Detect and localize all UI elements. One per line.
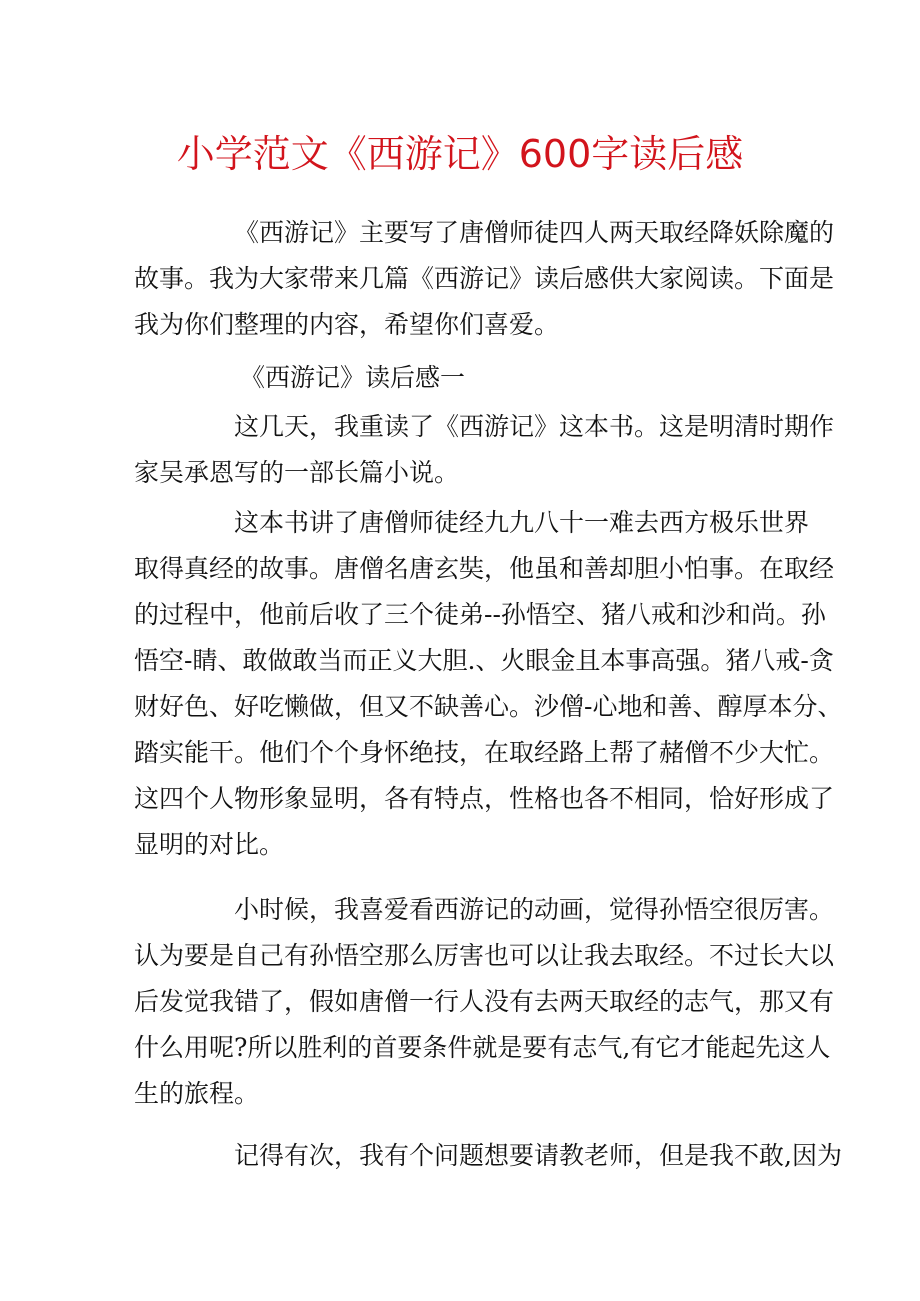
text-line: 这本书讲了唐僧师徒经九九八十一难去西方极乐世界 xyxy=(234,508,810,537)
text-line: 我为你们整理的内容，希望你们喜爱。 xyxy=(134,310,560,339)
text-line: 显明的对比。 xyxy=(134,830,285,859)
text-line: 取得真经的故事。唐僧名唐玄奘，他虽和善却胆小怕事。在取经 xyxy=(134,554,835,583)
paragraph-1 xyxy=(134,404,835,496)
text-line: 这几天，我重读了《西游记》这本书。这是明清时期作 xyxy=(234,412,835,441)
text-line: 《西游记》主要写了唐僧师徒四人两天取经降妖除魔的 xyxy=(234,218,835,247)
text-line: 小时候，我喜爱看西游记的动画，觉得孙悟空很厉害。 xyxy=(234,895,835,924)
text-line: 的过程中，他前后收了三个徒弟--孙悟空、猪八戒和沙和尚。孙 xyxy=(134,600,826,629)
paragraph-2 xyxy=(134,500,843,868)
text-line: 记得有次，我有个问题想要请教老师，但是我不敢,因为 xyxy=(234,1141,842,1170)
document-title: 小学范文《西游记》600字读后感 xyxy=(176,132,744,176)
text-line: 财好色、好吃懒做，但又不缺善心。沙僧-心地和善、醇厚本分、 xyxy=(134,692,843,721)
paragraph-3 xyxy=(134,887,835,1117)
text-line: 踏实能干。他们个个身怀绝技，在取经路上帮了赭僧不少大忙。 xyxy=(134,738,835,767)
text-line: 《西游记》读后感一 xyxy=(240,363,466,392)
text-line: 故事。我为大家带来几篇《西游记》读后感供大家阅读。下面是 xyxy=(134,264,835,293)
text-line: 什么用呢?所以胜利的首要条件就是要有志气,有它才能起先这人 xyxy=(134,1033,831,1062)
text-line: 家吴承恩写的一部长篇小说。 xyxy=(134,458,460,487)
section-heading xyxy=(134,355,794,401)
paragraph-4 xyxy=(134,1133,842,1179)
text-line: 认为要是自己有孙悟空那么厉害也可以让我去取经。不过长大以 xyxy=(134,941,835,970)
text-line: 这四个人物形象显明，各有特点，性格也各不相同，恰好形成了 xyxy=(134,784,835,813)
text-line: 后发觉我错了，假如唐僧一行人没有去两天取经的志气，那又有 xyxy=(134,987,835,1016)
text-line: 生的旅程。 xyxy=(134,1079,260,1108)
text-line: 悟空-睛、敢做敢当而正义大胆.、火眼金且本事高强。猪八戒-贪 xyxy=(134,646,834,675)
paragraph-intro xyxy=(134,210,835,348)
